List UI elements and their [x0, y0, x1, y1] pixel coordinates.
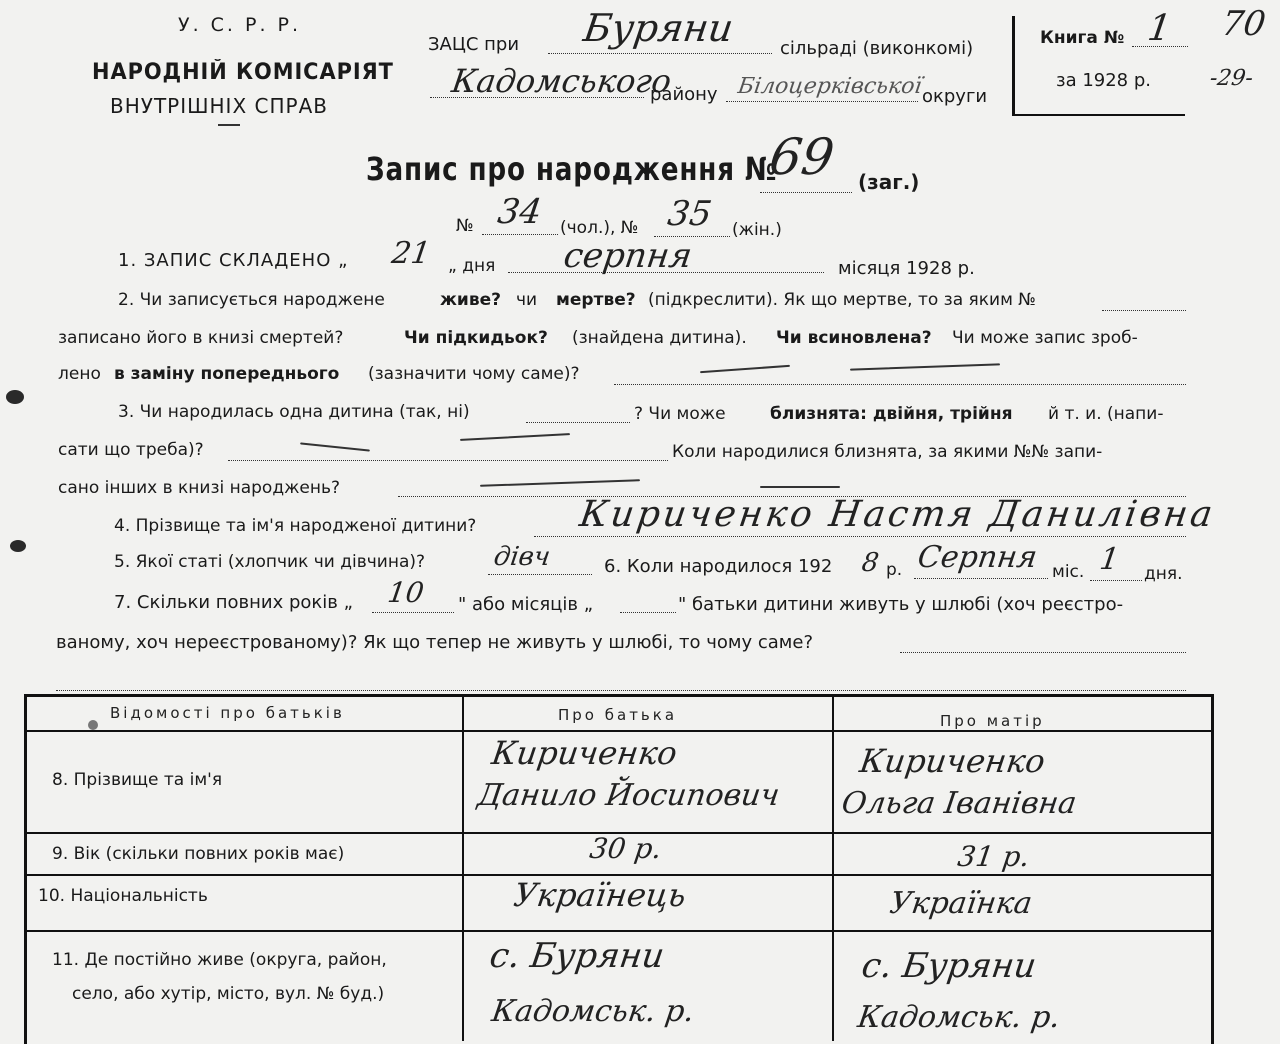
- q7-months-line: [620, 612, 676, 613]
- q7-line1-b: " або місяців „: [458, 594, 594, 615]
- q6-mis: міс.: [1052, 562, 1085, 582]
- district-handwritten: Кадомського: [449, 62, 674, 100]
- q3-single-line: [526, 422, 630, 423]
- mother-nationality: Українка: [887, 886, 1035, 921]
- table-row-label-residence: 11. Де постійно живе (округа, район,: [52, 950, 387, 970]
- female-number: 35: [665, 194, 715, 234]
- table-row-divider: [24, 730, 1214, 732]
- father-name: Данило Йосипович: [475, 778, 782, 813]
- male-no-line: [482, 234, 558, 235]
- punch-hole: [88, 720, 98, 730]
- father-residence-village: с. Буряни: [487, 936, 667, 976]
- q6-year: 8: [859, 548, 881, 578]
- table-header-info: Відомості про батьків: [110, 704, 345, 722]
- q7-years-line: [372, 612, 454, 613]
- q3-line1-d: й т. и. (напи-: [1048, 404, 1164, 424]
- q2-line3-c: (зазначити чому саме)?: [368, 364, 580, 384]
- father-residence-district: Кадомськ. р.: [489, 994, 697, 1029]
- q6-year-suffix: р.: [886, 560, 903, 580]
- q6-label: 6. Коли народилося 192: [604, 556, 833, 577]
- mother-age: 31 р.: [955, 840, 1032, 873]
- village-line: [548, 53, 772, 54]
- q6-month: Серпня: [915, 540, 1040, 575]
- q2-reason-line: [614, 384, 1186, 385]
- header-divider: [218, 124, 240, 126]
- male-label: (чол.), №: [560, 218, 639, 238]
- table-row-label-age: 9. Вік (скільки повних років має): [52, 844, 345, 864]
- q2-line1-a: 2. Чи записується народжене: [118, 290, 385, 310]
- table-row-label-nationality: 10. Національність: [38, 886, 208, 906]
- q7-reason-line: [900, 652, 1186, 653]
- q4-label: 4. Прізвище та ім'я народженої дитини?: [114, 516, 477, 536]
- q3-write-line: [228, 460, 668, 461]
- q7-line2: ваному, хоч нереєстрованому)? Як що тепер не живуть у шлюбі, то чому саме?: [56, 632, 814, 653]
- q7-years: 10: [385, 576, 426, 609]
- q2-line2-e: Чи може запис зроб-: [952, 328, 1138, 348]
- q2-dead: мертве?: [556, 290, 636, 310]
- record-title: Запис про народження №: [366, 150, 778, 188]
- village-handwritten: Буряни: [580, 6, 737, 50]
- zags-prefix: ЗАЦС при: [428, 34, 520, 55]
- okrug-line: [726, 101, 918, 102]
- q2-number-line: [1102, 310, 1186, 311]
- punch-hole: [10, 540, 26, 552]
- q1-day-label: „ дня: [448, 256, 496, 276]
- mother-residence-village: с. Буряни: [859, 946, 1039, 986]
- no-sign: №: [456, 216, 474, 236]
- father-age: 30 р.: [587, 832, 664, 865]
- q2-alive: живе?: [440, 290, 501, 310]
- q1-suffix: місяця 1928 р.: [838, 258, 975, 279]
- record-suffix: (заг.): [858, 170, 920, 194]
- q3-line2-b: Коли народилися близнята, за якими №№ запи-: [672, 442, 1103, 462]
- handwritten-dash: [460, 433, 570, 441]
- q4-line: [534, 536, 1186, 537]
- okrug-handwritten: Білоцерківської: [736, 74, 924, 99]
- book-year: за 1928 р.: [1056, 70, 1152, 91]
- female-label: (жін.): [732, 220, 782, 240]
- book-number: 1: [1145, 8, 1174, 49]
- q5-label: 5. Якої статі (хлопчик чи дівчина)?: [114, 552, 426, 572]
- handwritten-dash: [850, 363, 1000, 370]
- header-department: ВНУТРІШНІХ СПРАВ: [110, 94, 328, 118]
- q1-prefix: 1. ЗАПИС СКЛАДЕНО „: [118, 250, 349, 271]
- mother-surname: Кириченко: [857, 742, 1048, 780]
- q3-line2-a: сати що треба)?: [58, 440, 204, 460]
- father-nationality: Українець: [511, 876, 689, 914]
- handwritten-dash: [760, 486, 840, 488]
- q1-month: серпня: [561, 236, 695, 276]
- handwritten-dash: [300, 442, 370, 451]
- male-number: 34: [495, 192, 545, 232]
- mother-residence-district: Кадомськ. р.: [855, 1000, 1063, 1035]
- table-header-mother: Про матір: [940, 712, 1045, 730]
- punch-hole: [6, 390, 24, 404]
- handwritten-dash: [480, 479, 640, 487]
- q5-line: [488, 574, 592, 575]
- table-row-label-residence-2: село, або хутір, місто, вул. № буд.): [72, 984, 385, 1004]
- header-ussr: У. С. Р. Р.: [178, 14, 302, 36]
- q2-adopted: Чи всиновлена?: [776, 328, 932, 348]
- okrug-suffix: округи: [922, 86, 988, 107]
- mother-name: Ольга Іванівна: [839, 786, 1079, 821]
- header-commissariat: НАРОДНІЙ КОМІСАРІЯТ: [92, 60, 394, 85]
- record-number: 69: [765, 128, 838, 186]
- q2-line2-a: записано його в книзі смертей?: [58, 328, 344, 348]
- q7-extra-line: [56, 690, 1186, 691]
- table-row-divider: [24, 930, 1214, 932]
- q2-found-note: (знайдена дитина).: [572, 328, 747, 348]
- q6-day-line: [1090, 580, 1142, 581]
- q2-foundling: Чи підкидьок?: [404, 328, 548, 348]
- q3-line1-b: ? Чи може: [634, 404, 726, 424]
- q6-day-suffix: дня.: [1144, 564, 1183, 584]
- q6-month-line: [914, 578, 1048, 579]
- table-header-father: Про батька: [558, 706, 678, 724]
- q3-line3-a: сано інших в книзі народжень?: [58, 478, 341, 498]
- q7-line1-c: " батьки дитини живуть у шлюбі (хоч реєстро-: [678, 594, 1124, 615]
- handwritten-dash: [700, 365, 790, 373]
- q3-line1-a: 3. Чи народилась одна дитина (так, ні): [118, 402, 470, 422]
- q2-or: чи: [516, 290, 538, 310]
- q2-line1-e: (підкреслити). Як що мертве, то за яким №: [648, 290, 1036, 310]
- book-label: Книга №: [1040, 28, 1125, 48]
- q3-twins: близнята: двійня, трійня: [770, 404, 1013, 424]
- q2-replacement: в заміну попереднього: [114, 364, 340, 384]
- district-suffix: району: [650, 84, 718, 105]
- table-col-divider: [462, 694, 464, 1041]
- table-row-label-name: 8. Прізвище та ім'я: [52, 770, 223, 790]
- margin-note-top: 70: [1219, 4, 1269, 44]
- q5-sex: дівч: [491, 542, 553, 572]
- q1-day: 21: [389, 236, 433, 271]
- q7-line1-a: 7. Скільки повних років „: [114, 592, 353, 613]
- q4-child-name: Кириченко Настя Данилівна: [577, 494, 1218, 535]
- margin-note-bottom: -29-: [1208, 66, 1255, 91]
- q6-day: 1: [1097, 542, 1122, 577]
- village-suffix: сільраді (виконкомі): [780, 38, 974, 59]
- father-surname: Кириченко: [489, 734, 680, 772]
- table-col-divider: [832, 694, 834, 1041]
- q2-line3-a: лено: [58, 364, 101, 384]
- record-number-line: [760, 192, 852, 193]
